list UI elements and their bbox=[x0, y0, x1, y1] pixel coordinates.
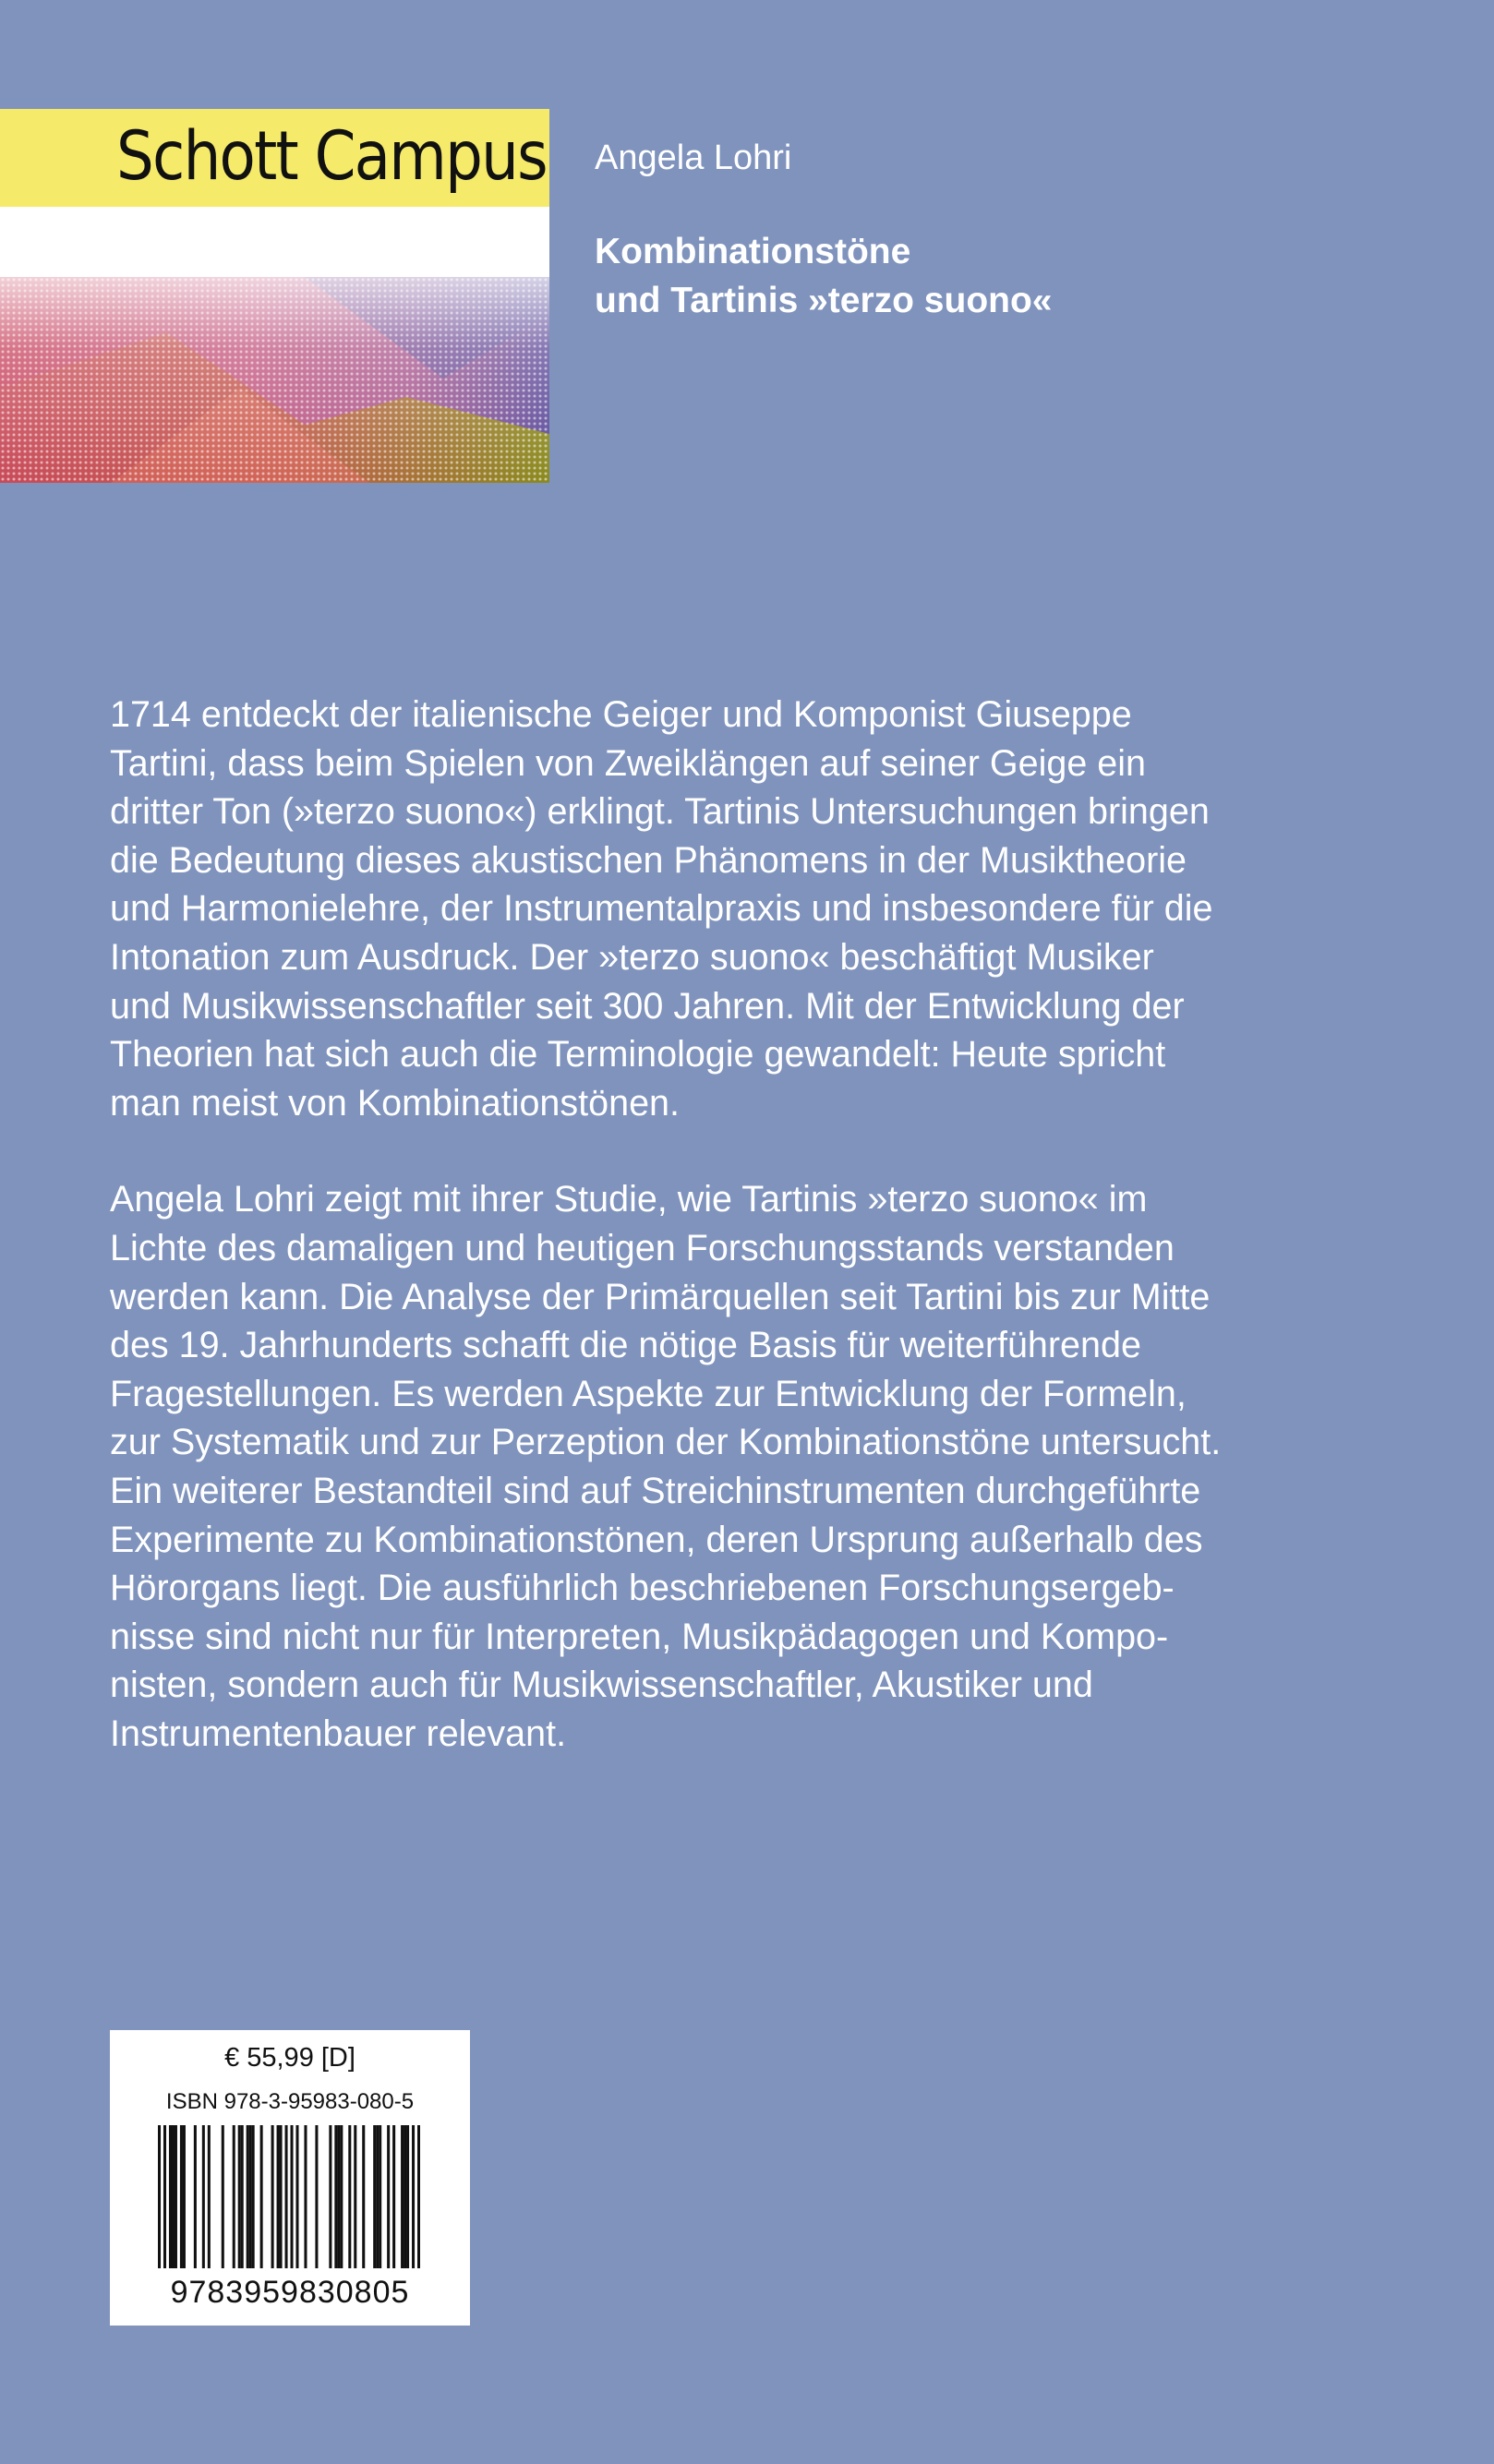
barcode-bar bbox=[183, 2125, 186, 2268]
barcode-bar bbox=[158, 2125, 161, 2268]
barcode-bar bbox=[285, 2125, 288, 2268]
barcode-bar bbox=[249, 2125, 252, 2268]
barcode-bar bbox=[337, 2125, 340, 2268]
barcode-bar bbox=[401, 2125, 404, 2268]
book-title-line-1: Kombinationstöne bbox=[595, 232, 911, 271]
barcode-bar bbox=[163, 2125, 166, 2268]
blurb-line: Hörorgans liegt. Die ausführlich beschriebenen Forschungsergeb- bbox=[110, 1568, 1175, 1609]
blurb-line: Angela Lohri zeigt mit ihrer Studie, wie Tartinis »terzo suono« im bbox=[110, 1179, 1148, 1220]
blurb-line: und Musikwissenschaftler seit 300 Jahren. Mit der Entwicklung der bbox=[110, 985, 1185, 1027]
barcode-bar bbox=[252, 2125, 255, 2268]
barcode-bar bbox=[241, 2125, 244, 2268]
barcode-bar bbox=[238, 2125, 241, 2268]
blurb-paragraph-1 bbox=[110, 691, 1440, 1127]
barcode-bar bbox=[404, 2125, 406, 2268]
book-title-line-2: und Tartinis »terzo suono« bbox=[595, 281, 1053, 320]
blurb-line: nisse sind nicht nur für Interpreten, Musikpädagogen und Kompo- bbox=[110, 1616, 1169, 1657]
barcode-bar bbox=[295, 2125, 298, 2268]
blurb-line: Ein weiterer Bestandteil sind auf Streichinstrumenten durchgeführte bbox=[110, 1470, 1201, 1511]
barcode-bar bbox=[362, 2125, 365, 2268]
blurb-line: und Harmonielehre, der Instrumentalpraxis und insbesondere für die bbox=[110, 888, 1213, 930]
logo-text: Schott Campus bbox=[116, 117, 547, 196]
blurb-line: Experimente zu Kombinationstönen, deren Ursprung außerhalb des bbox=[110, 1519, 1203, 1560]
publisher-logo bbox=[0, 109, 549, 483]
barcode-bar bbox=[406, 2125, 409, 2268]
barcode-bar bbox=[194, 2125, 197, 2268]
barcode-bar bbox=[373, 2125, 376, 2268]
barcode-bar bbox=[169, 2125, 172, 2268]
barcode-bar bbox=[376, 2125, 379, 2268]
barcode-bar bbox=[260, 2125, 263, 2268]
barcode-bar bbox=[208, 2125, 211, 2268]
barcode-bar bbox=[412, 2125, 415, 2268]
blurb-line: des 19. Jahrhunderts schafft die nötige Basis für weiterführende bbox=[110, 1325, 1141, 1366]
blurb bbox=[110, 691, 1440, 1758]
barcode-bar bbox=[379, 2125, 381, 2268]
price: € 55,99 [D] bbox=[224, 2043, 355, 2073]
blurb-paragraph-2 bbox=[110, 1175, 1440, 1758]
blurb-line: dritter Ton (»terzo suono«) erklingt. Tartinis Untersuchungen bringen bbox=[110, 791, 1210, 833]
blurb-line: nisten, sondern auch für Musikwissenschaftler, Akustiker und bbox=[110, 1665, 1093, 1706]
logo-yellow-band bbox=[0, 109, 549, 207]
blurb-line: Intonation zum Ausdruck. Der »terzo suono« beschäftigt Musiker bbox=[110, 936, 1154, 978]
logo-white-band bbox=[0, 207, 549, 277]
blurb-line: Instrumentenbauer relevant. bbox=[110, 1713, 567, 1754]
blurb-line: man meist von Kombinationstönen. bbox=[110, 1082, 680, 1124]
barcode-bar bbox=[233, 2125, 235, 2268]
barcode-bar bbox=[334, 2125, 337, 2268]
barcode-bar bbox=[280, 2125, 283, 2268]
barcode-bar bbox=[340, 2125, 343, 2268]
barcode-bar bbox=[202, 2125, 205, 2268]
barcode-bar bbox=[277, 2125, 280, 2268]
barcode-bar bbox=[392, 2125, 395, 2268]
logo-dot-pattern bbox=[0, 277, 549, 483]
barcode-bar bbox=[172, 2125, 175, 2268]
barcode-bar bbox=[271, 2125, 274, 2268]
blurb-line: 1714 entdeckt der italienische Geiger und Komponist Giuseppe bbox=[110, 694, 1132, 735]
blurb-line: zur Systematik und zur Perzeption der Kombinationstöne untersucht. bbox=[110, 1422, 1222, 1463]
isbn: ISBN 978-3-95983-080-5 bbox=[165, 2089, 415, 2114]
barcode-bar bbox=[175, 2125, 177, 2268]
paragraph-gap bbox=[110, 1127, 1440, 1175]
barcode-bar bbox=[387, 2125, 390, 2268]
barcode-label bbox=[110, 2030, 470, 2326]
barcode-bar bbox=[247, 2125, 249, 2268]
barcode-bar bbox=[354, 2125, 356, 2268]
barcode-bar bbox=[315, 2125, 318, 2268]
barcode-bar bbox=[329, 2125, 331, 2268]
blurb-line: werden kann. Die Analyse der Primärquellen seit Tartini bis zur Mitte bbox=[110, 1276, 1211, 1317]
barcode-bar bbox=[348, 2125, 351, 2268]
barcode-bar bbox=[417, 2125, 420, 2268]
author-name: Angela Lohri bbox=[595, 138, 792, 177]
barcode-bar bbox=[290, 2125, 293, 2268]
blurb-line: die Bedeutung dieses akustischen Phänomens in der Musiktheorie bbox=[110, 839, 1187, 881]
blurb-line: Tartini, dass beim Spielen von Zweiklängen auf seiner Geige ein bbox=[110, 742, 1146, 784]
blurb-line: Theorien hat sich auch die Terminologie gewandelt: Heute spricht bbox=[110, 1034, 1166, 1076]
barcode-icon bbox=[158, 2125, 420, 2268]
barcode-bar bbox=[180, 2125, 183, 2268]
barcode-bar bbox=[304, 2125, 307, 2268]
book-title bbox=[595, 227, 1052, 325]
barcode-bar bbox=[222, 2125, 224, 2268]
blurb-line: Lichte des damaligen und heutigen Forschungsstands verstanden bbox=[110, 1227, 1175, 1268]
blurb-line: Fragestellungen. Es werden Aspekte zur Entwicklung der Formeln, bbox=[110, 1373, 1187, 1414]
ean-number: 9783959830805 bbox=[170, 2275, 410, 2310]
